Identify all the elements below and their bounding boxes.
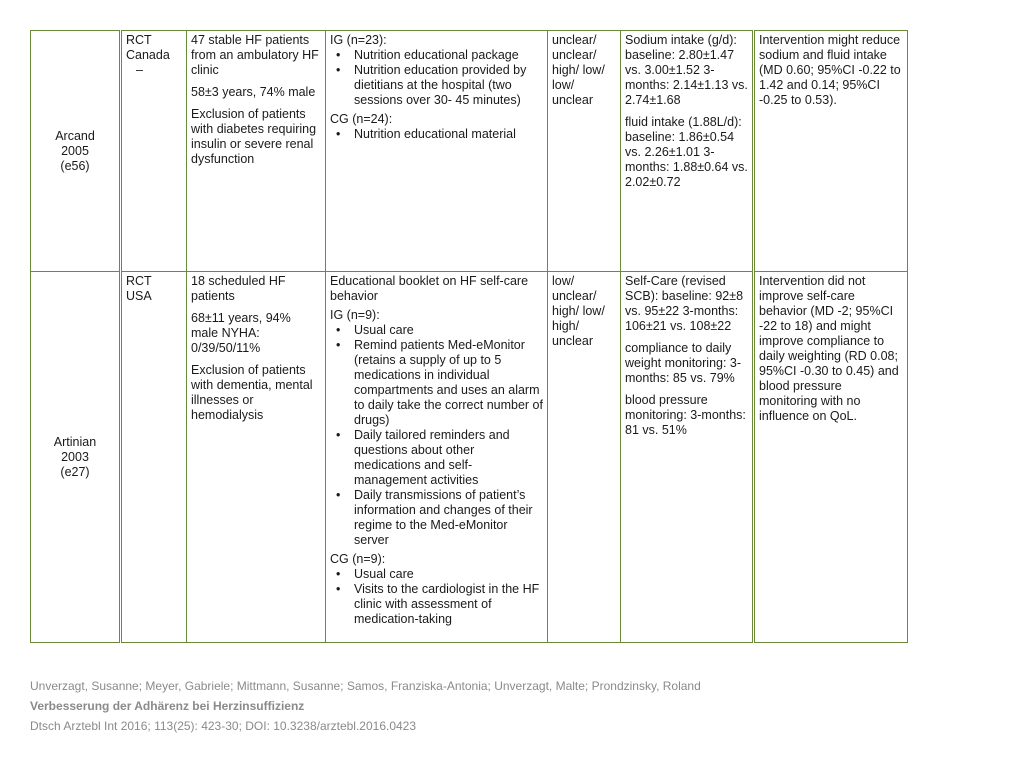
design-type: RCT	[126, 274, 152, 288]
outcomes-cell	[621, 272, 754, 643]
population-demographics: 68±11 years, 94% male NYHA: 0/39/50/11%	[191, 311, 291, 355]
list-item: • Usual care	[354, 323, 543, 338]
list-item: • Visits to the cardiologist in the HF clinic with assessment of medication-taking	[354, 582, 543, 627]
list-item: • Nutrition educational package	[354, 48, 543, 63]
outcome-text: fluid intake (1.88L/d): baseline: 1.86±0.54 vs. 2.26±1.01 3-months: 1.88±0.64 vs. 2.02±0.72	[625, 115, 748, 189]
evidence-table	[30, 30, 908, 643]
cg-label: CG (n=24):	[330, 112, 393, 126]
conclusion-cell	[754, 31, 908, 272]
population-cell	[187, 272, 326, 643]
population-demographics: 58±3 years, 74% male	[191, 85, 316, 99]
design-country: Canada	[126, 48, 170, 62]
outcome-text: compliance to daily weight monitoring: 3-months: 85 vs. 79%	[625, 341, 742, 385]
bias-text: low/ unclear/ high/ low/ high/ unclear	[552, 274, 605, 348]
population-exclusion: Exclusion of patients with diabetes requiring insulin or severe renal dysfunction	[191, 107, 317, 166]
outcome-text: Sodium intake (g/d): baseline: 2.80±1.47 vs. 3.00±1.52 3-months: 2.14±1.13 vs. 2.74±1.68	[625, 33, 748, 107]
table-row	[31, 272, 908, 643]
design-cell	[121, 272, 187, 643]
list-item: • Nutrition educational material	[354, 127, 543, 142]
study-cell	[31, 272, 121, 643]
study-ref: (e27)	[60, 464, 90, 479]
cg-list	[330, 127, 543, 142]
study-year: 2003	[61, 449, 89, 464]
intervention-cell	[326, 272, 548, 643]
study-ref: (e56)	[60, 158, 90, 173]
list-item: • Daily transmissions of patient’s information and changes of their regime to the Med-eMonitor server	[354, 488, 543, 548]
bias-cell	[548, 31, 621, 272]
list-item: • Daily tailored reminders and questions about other medications and self-management activities	[354, 428, 543, 488]
footer-title: Verbesserung der Adhärenz bei Herzinsuffizienz	[30, 699, 305, 713]
bias-cell	[548, 272, 621, 643]
population-text: 47 stable HF patients from an ambulatory HF clinic	[191, 33, 319, 77]
table-row	[31, 31, 908, 272]
ig-list	[330, 323, 543, 548]
list-item: • Remind patients Med-eMonitor (retains a supply of up to 5 medications in individual compartments and uses an alarm to daily take the correct number of drugs)	[354, 338, 543, 428]
outcome-text: blood pressure monitoring: 3-months: 81 vs. 51%	[625, 393, 746, 437]
intervention-cell	[326, 31, 548, 272]
ig-label: IG (n=9):	[330, 308, 380, 322]
list-item: • Usual care	[354, 567, 543, 582]
design-type: RCT	[126, 33, 152, 47]
study-cell	[31, 31, 121, 272]
study-year: 2005	[61, 143, 89, 158]
footer-authors: Unverzagt, Susanne; Meyer, Gabriele; Mittmann, Susanne; Samos, Franziska-Antonia; Unverzagt, Malte; Prondzinsky, Roland	[30, 679, 701, 693]
population-exclusion: Exclusion of patients with dementia, mental illnesses or hemodialysis	[191, 363, 313, 422]
study-author: Arcand	[55, 128, 95, 143]
ig-label: IG (n=23):	[330, 33, 387, 47]
outcomes-cell	[621, 31, 754, 272]
design-country: USA	[126, 289, 152, 303]
design-cell	[121, 31, 187, 272]
study-author: Artinian	[53, 434, 97, 449]
conclusion-text: Intervention might reduce sodium and fluid intake (MD 0.60; 95%CI -0.22 to 1.42 and 0.14; 95%CI -0.25 to 0.53).	[759, 33, 901, 107]
population-text: 18 scheduled HF patients	[191, 274, 286, 303]
footer-citation: Dtsch Arztebl Int 2016; 113(25): 423-30; DOI: 10.3238/arztebl.2016.0423	[30, 719, 417, 733]
population-cell	[187, 31, 326, 272]
cg-list	[330, 567, 543, 627]
conclusion-text: Intervention did not improve self-care behavior (MD -2; 95%CI -22 to 18) and might improve compliance to daily weighting (RD 0.08; 95%CI -0.30 to 0.45) and blood pressure monitoring with no influence on QoL.	[759, 274, 899, 423]
intervention-intro: Educational booklet on HF self-care behavior	[330, 274, 529, 303]
conclusion-cell	[754, 272, 908, 643]
design-note: –	[136, 63, 143, 77]
ig-list	[330, 48, 543, 108]
bias-text: unclear/ unclear/ high/ low/ low/ unclear	[552, 33, 605, 107]
citation-footer	[30, 676, 701, 736]
outcome-text: Self-Care (revised SCB): baseline: 92±8 vs. 95±22 3-months: 106±21 vs. 108±22	[625, 274, 744, 333]
cg-label: CG (n=9):	[330, 552, 386, 566]
list-item: • Nutrition education provided by dietitians at the hospital (two sessions over 30- 45 minutes)	[354, 63, 543, 108]
